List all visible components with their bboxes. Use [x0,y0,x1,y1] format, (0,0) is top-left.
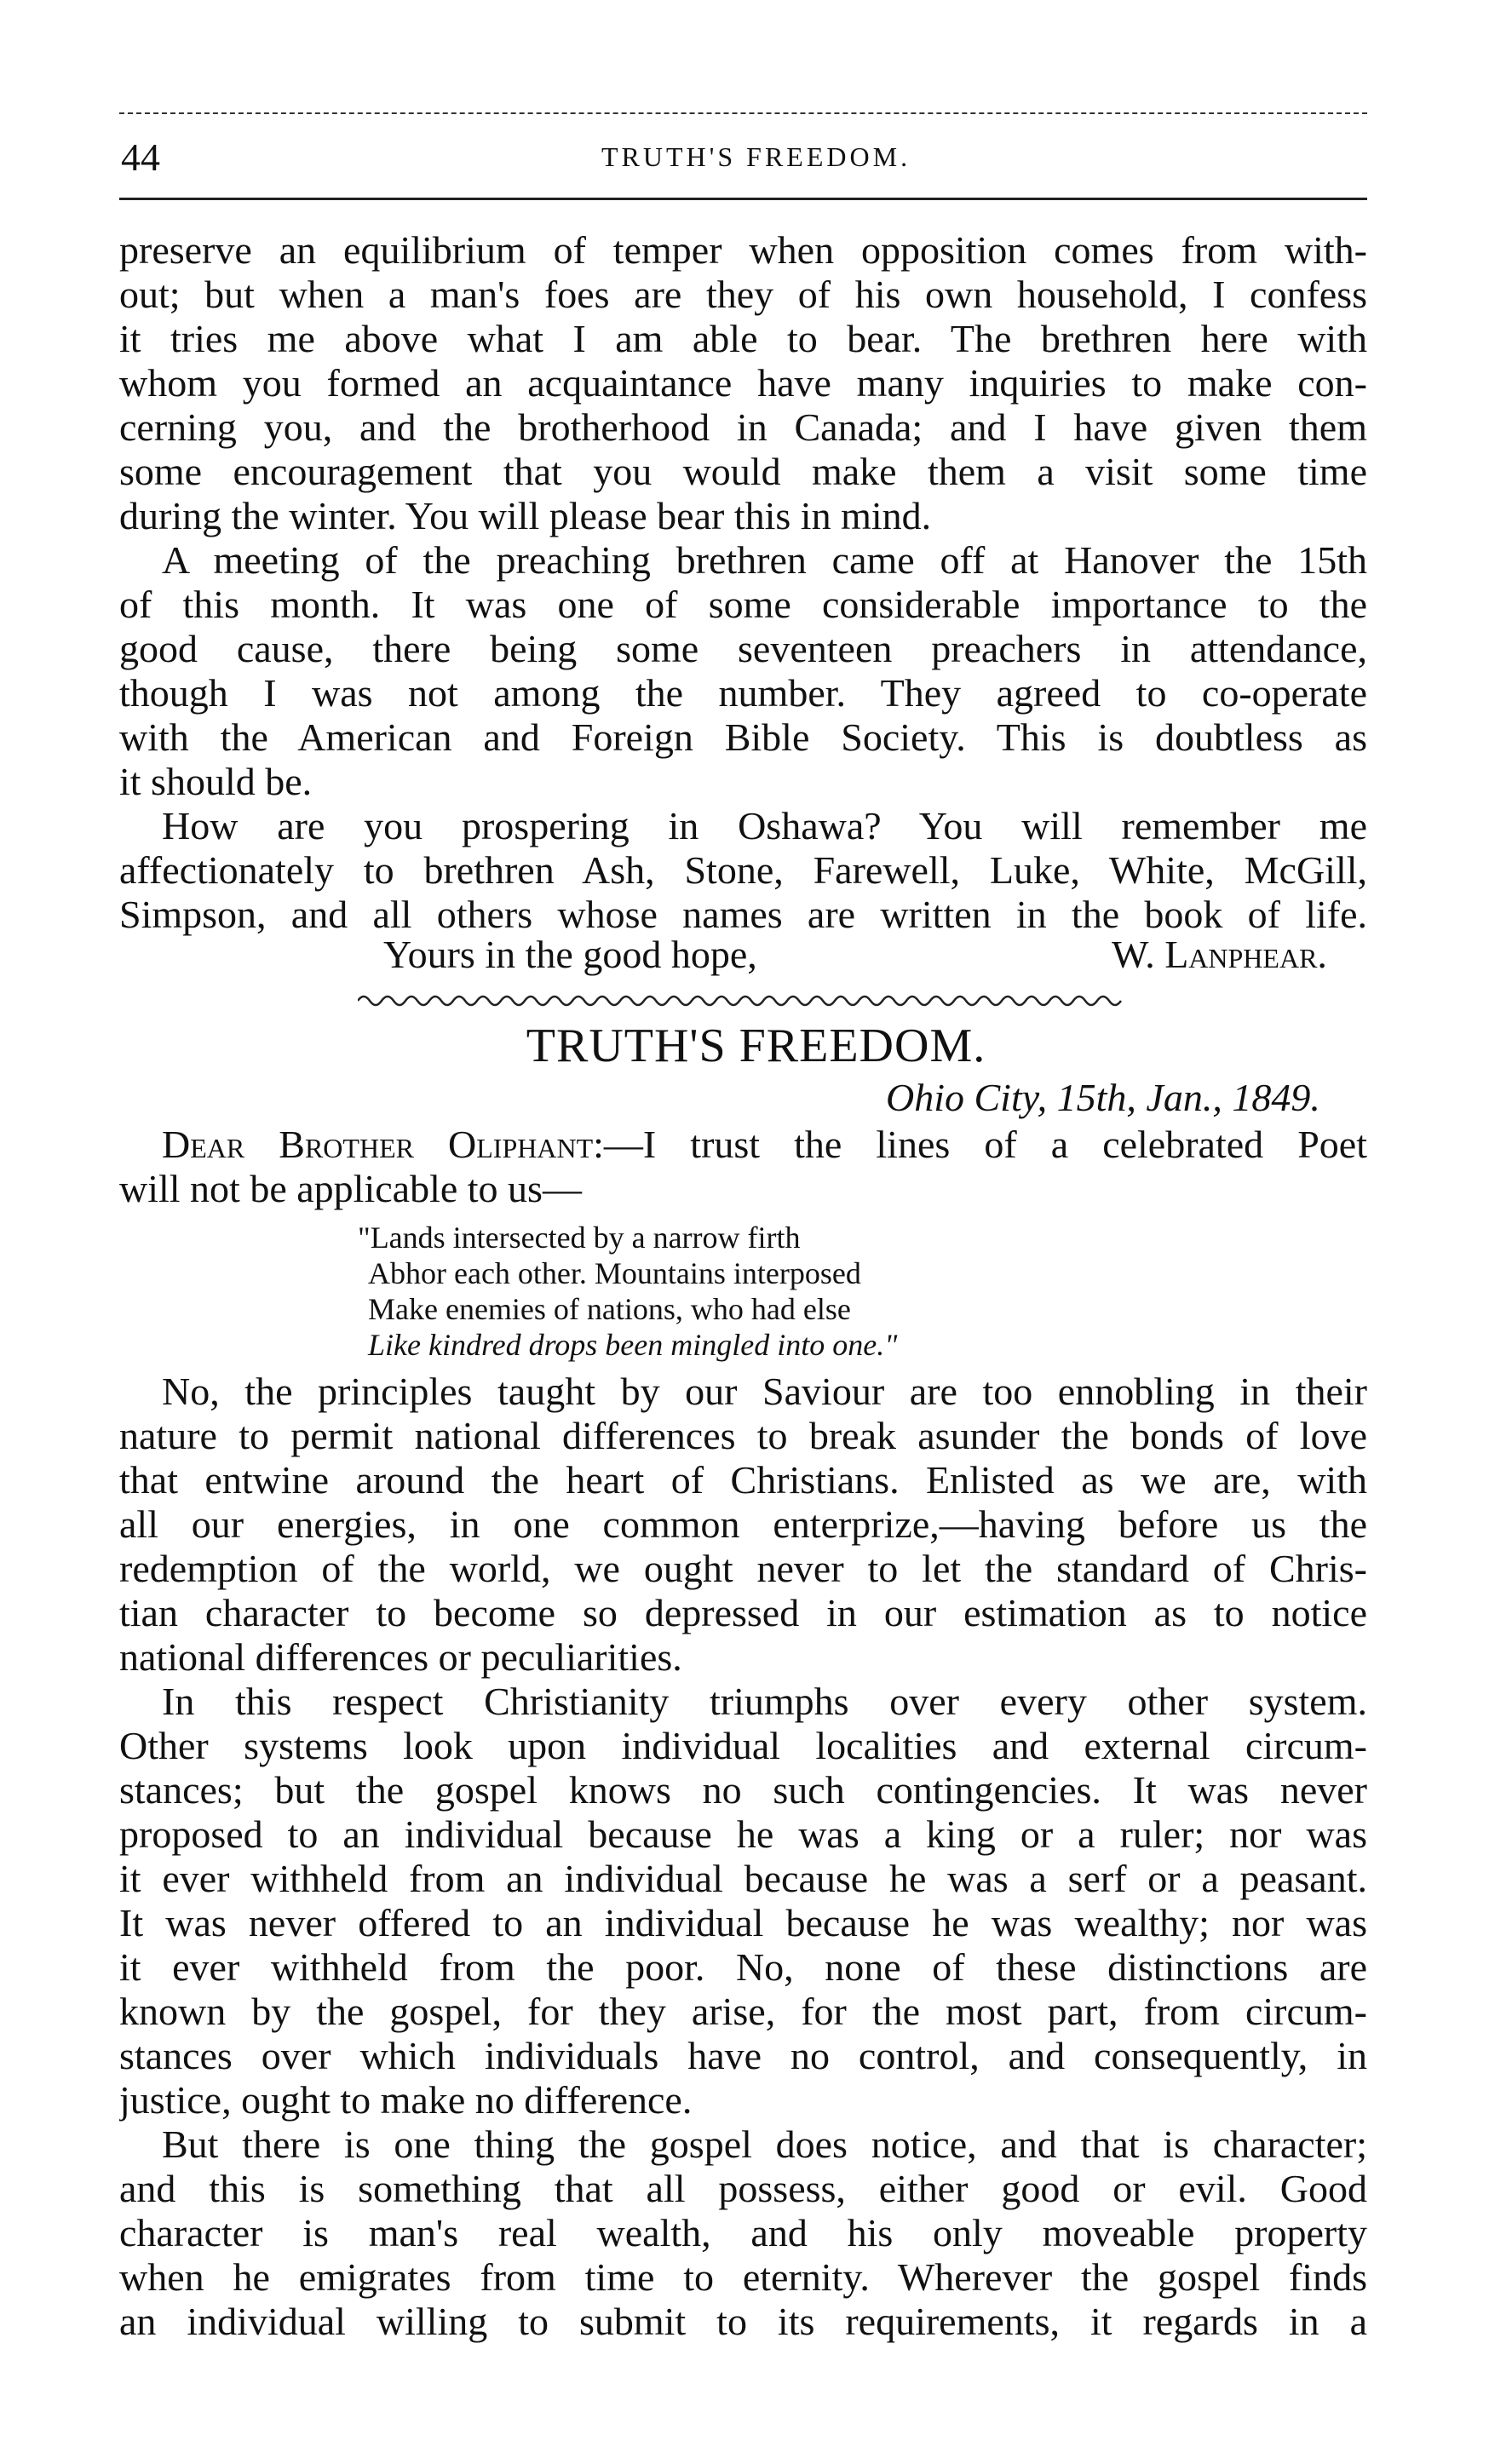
text-line: out; but when a man's foes are they of his own household, I confess [119,273,1367,316]
poem-line: "Lands intersected by a narrow firth [358,1221,801,1255]
text-line: all our energies, in one common enterprize,—having before us the [119,1502,1367,1546]
text-line: In this respect Christianity triumphs over every other system. [162,1680,1367,1723]
text-line: good cause, there being some seventeen preachers in attendance, [119,627,1367,670]
dateline: Ohio City, 15th, Jan., 1849. [886,1076,1320,1119]
salutation-text: :—I trust the lines of a celebrated Poet [593,1123,1367,1166]
text-line: nature to permit national differences to break asunder the bonds of love [119,1414,1367,1457]
text-line: some encouragement that you would make them a visit some time [119,450,1367,493]
text-line: stances over which individuals have no control, and consequently, in [119,2034,1367,2077]
article-body [119,1370,1367,2344]
header-rule [119,198,1367,200]
text-line: It was never offered to an individual because he was wealthy; nor was [119,1901,1367,1944]
text-line: cerning you, and the brotherhood in Canada; and I have given them [119,405,1367,449]
poem-line: Like kindred drops been mingled into one." [368,1328,898,1362]
text-line: But there is one thing the gospel does notice, and that is character; [162,2122,1367,2166]
text-line: justice, ought to make no difference. [119,2078,693,2122]
salutation-line [119,1123,1367,1167]
text-line: known by the gospel, for they arise, for the most part, from circum- [119,1990,1367,2033]
letter-body [119,228,1367,937]
text-line: though I was not among the number. They agreed to co-operate [119,671,1367,715]
text-line: preserve an equilibrium of temper when opposition comes from with- [119,228,1367,272]
text-line: A meeting of the preaching brethren came off at Hanover the 15th [162,538,1367,582]
text-line: stances; but the gospel knows no such contingencies. It was never [119,1768,1367,1812]
text-line: character is man's real wealth, and his only moveable property [119,2211,1367,2254]
poem-line: Abhor each other. Mountains interposed [368,1256,861,1290]
text-line: that entwine around the heart of Christians. Enlisted as we are, with [119,1458,1367,1502]
page-number: 44 [121,135,160,179]
letter-closing: Yours in the good hope, [383,933,757,976]
text-line: affectionately to brethren Ash, Stone, Farewell, Luke, White, McGill, [119,848,1367,892]
text-line: Other systems look upon individual localities and external circum- [119,1724,1367,1767]
poem-line: Make enemies of nations, who had else [368,1292,851,1326]
text-line: of this month. It was one of some considerable importance to the [119,583,1367,626]
text-line: whom you formed an acquaintance have many inquiries to make con- [119,361,1367,405]
text-line: it should be. [119,760,313,803]
top-rule [119,112,1367,114]
letter-signature: W. Lanphear. [1112,933,1327,976]
text-line: when he emigrates from time to eternity. Wherever the gospel finds [119,2255,1367,2299]
text-line: redemption of the world, we ought never to let the standard of Chris- [119,1547,1367,1590]
text-line: national differences or peculiarities. [119,1635,682,1679]
text-line: Simpson, and all others whose names are written in the book of life. [119,893,1367,936]
poem-quote [358,1220,897,1363]
running-title: TRUTH'S FREEDOM. [601,141,911,172]
salutation-name: Dear Brother Oliphant [162,1123,594,1166]
text-line: an individual willing to submit to its requirements, it regards in a [119,2300,1367,2343]
text-line: How are you prospering in Oshawa? You will remember me [162,804,1367,847]
text-line: during the winter. You will please bear this in mind. [119,494,932,537]
text-line: proposed to an individual because he was a king or a ruler; nor was [119,1812,1367,1856]
wavy-divider [358,988,1124,1014]
text-line: and this is something that all possess, either good or evil. Good [119,2167,1367,2210]
article-title: TRUTH'S FREEDOM. [526,1019,986,1072]
text-line: it ever withheld from the poor. No, none of these distinctions are [119,1945,1367,1989]
text-line: it ever withheld from an individual because he was a serf or a peasant. [119,1857,1367,1900]
text-line: with the American and Foreign Bible Society. This is doubtless as [119,715,1367,759]
text-line: it tries me above what I am able to bear. The brethren here with [119,317,1367,360]
text-line: tian character to become so depressed in our estimation as to notice [119,1591,1367,1634]
text-line: will not be applicable to us— [119,1167,582,1210]
text-line: No, the principles taught by our Saviour are too ennobling in their [162,1370,1367,1413]
salutation-block [119,1123,1367,1211]
